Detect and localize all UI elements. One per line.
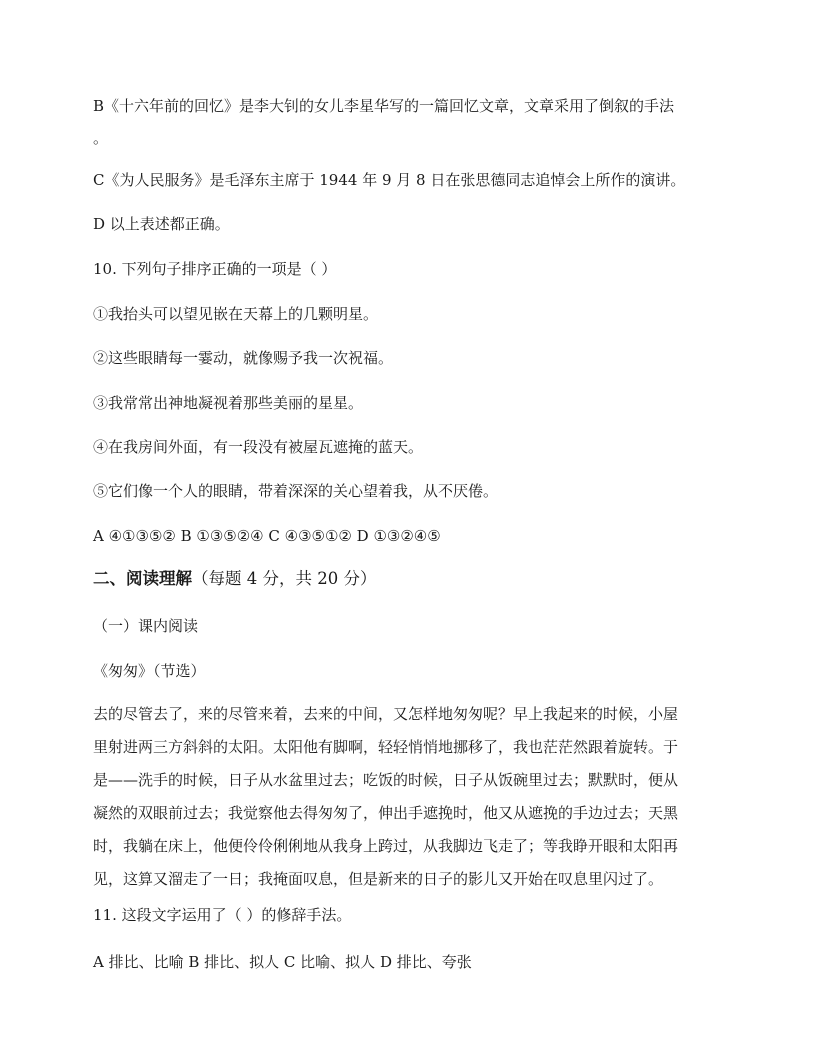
section-2-score: （每题 4 分，共 20 分） bbox=[192, 569, 377, 588]
passage-body bbox=[93, 698, 723, 896]
passage-line: 见，这算又溜走了一日；我掩面叹息，但是新来的日子的影儿又开始在叹息里闪过了。 bbox=[93, 870, 664, 888]
option-b-continuation: 。 bbox=[93, 129, 109, 147]
section-2-title: 二、阅读理解 bbox=[93, 569, 192, 588]
subsection-1-heading: （一）课内阅读 bbox=[93, 617, 199, 635]
passage-line: 是——洗手的时候，日子从水盆里过去；吃饭的时候，日子从饭碗里过去；默默时，便从 bbox=[93, 771, 679, 789]
passage-line: 里射进两三方斜斜的太阳。太阳他有脚啊，轻轻悄悄地挪移了，我也茫茫然跟着旋转。于 bbox=[93, 738, 679, 756]
question-10: 10. 下列句子排序正确的一项是（ ） bbox=[93, 260, 337, 278]
section-2-heading bbox=[93, 569, 376, 589]
option-d: D 以上表述都正确。 bbox=[93, 215, 230, 233]
option-c: C《为人民服务》是毛泽东主席于 1944 年 9 月 8 日在张思德同志追悼会上所作的演讲。 bbox=[93, 171, 686, 189]
passage-line: 时，我躺在床上，他便伶伶俐俐地从我身上跨过，从我脚边飞走了；等我睁开眼和太阳再 bbox=[93, 837, 679, 855]
sentence-2: ②这些眼睛每一霎动，就像赐予我一次祝福。 bbox=[93, 349, 394, 367]
sentence-4: ④在我房间外面，有一段没有被屋瓦遮掩的蓝天。 bbox=[93, 438, 424, 456]
passage-title: 《匆匆》（节选） bbox=[93, 662, 206, 680]
question-11-options: A 排比、比喻 B 排比、拟人 C 比喻、拟人 D 排比、夸张 bbox=[93, 953, 472, 971]
passage-line: 去的尽管去了，来的尽管来着，去来的中间，又怎样地匆匆呢？早上我起来的时候，小屋 bbox=[93, 705, 679, 723]
question-10-options: A ④①③⑤② B ①③⑤②④ C ④③⑤①② D ①③②④⑤ bbox=[93, 527, 441, 545]
sentence-3: ③我常常出神地凝视着那些美丽的星星。 bbox=[93, 394, 364, 412]
question-11: 11. 这段文字运用了（ ）的修辞手法。 bbox=[93, 906, 352, 924]
sentence-1: ①我抬头可以望见嵌在天幕上的几颗明星。 bbox=[93, 305, 379, 323]
passage-line: 凝然的双眼前过去；我觉察他去得匆匆了，伸出手遮挽时，他又从遮挽的手边过去；天黑 bbox=[93, 804, 679, 822]
sentence-5: ⑤它们像一个人的眼睛，带着深深的关心望着我，从不厌倦。 bbox=[93, 482, 499, 500]
option-b: B《十六年前的回忆》是李大钊的女儿李星华写的一篇回忆文章，文章采用了倒叙的手法 bbox=[93, 97, 675, 115]
